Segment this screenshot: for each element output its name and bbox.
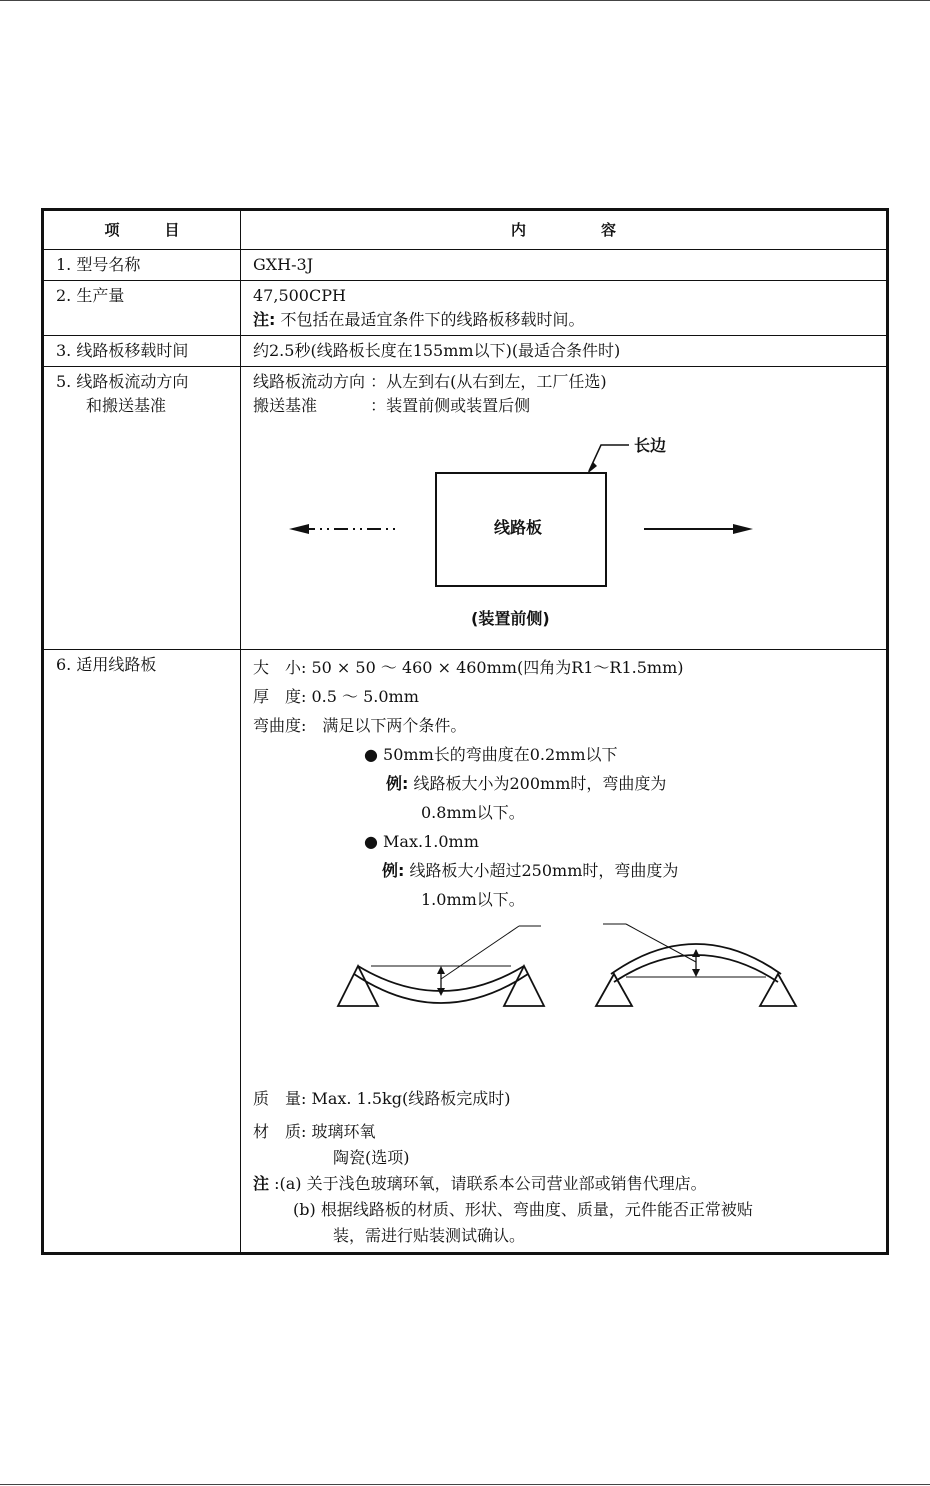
front-side-label: (装置前侧) bbox=[471, 609, 550, 628]
table-row bbox=[43, 367, 888, 650]
material: 材 质: 玻璃环氧 bbox=[253, 1122, 376, 1141]
item-content bbox=[241, 281, 888, 336]
item-label: 3. 线路板移载时间 bbox=[43, 336, 241, 367]
long-edge-label: 长边 bbox=[634, 436, 667, 455]
item-label-line2: 和搬送基准 bbox=[86, 396, 167, 415]
flow-diagram bbox=[253, 418, 874, 644]
table-row bbox=[43, 336, 888, 367]
example-label: 例: bbox=[386, 774, 409, 793]
note bbox=[253, 308, 874, 332]
flow-direction: 线路板流动方向 ：从左到右(从右到左，工厂任选) bbox=[253, 372, 607, 391]
throughput: 47,500CPH bbox=[253, 286, 346, 305]
warp-condition-2: ● Max.1.0mm bbox=[364, 832, 479, 851]
table-header bbox=[43, 210, 888, 250]
measure-arrowhead bbox=[437, 988, 445, 996]
right-arrowhead bbox=[733, 524, 753, 534]
support-triangle bbox=[760, 974, 796, 1006]
material-option: 陶瓷(选项) bbox=[333, 1148, 410, 1167]
example-2: 线路板大小超过250mm时，弯曲度为 bbox=[409, 861, 679, 880]
spec-table bbox=[41, 208, 889, 1255]
warp-condition-1: ● 50mm长的弯曲度在0.2mm以下 bbox=[364, 745, 618, 764]
example-1: 线路板大小为200mm时，弯曲度为 bbox=[413, 774, 667, 793]
item-label: 6. 适用线路板 bbox=[43, 650, 241, 1254]
example-2-cont: 1.0mm以下。 bbox=[421, 890, 525, 909]
measure-arrowhead bbox=[437, 966, 445, 974]
item-content: 约2.5秒(线路板长度在155mm以下)(最适合条件时) bbox=[241, 336, 888, 367]
table-row bbox=[43, 250, 888, 281]
item-label bbox=[43, 367, 241, 650]
item-label-line1: 5. 线路板流动方向 bbox=[56, 372, 189, 391]
item-label: 2. 生产量 bbox=[43, 281, 241, 336]
example-1-cont: 0.8mm以下。 bbox=[421, 803, 525, 822]
size: 大 小: 50 × 50 ～ 460 × 460mm(四角为R1～R1.5mm) bbox=[253, 658, 684, 677]
warp-leader bbox=[441, 926, 519, 979]
note-text: 不包括在最适宜条件下的线路板移载时间。 bbox=[280, 310, 585, 329]
board-label: 线路板 bbox=[494, 518, 543, 537]
table-row bbox=[43, 281, 888, 336]
warp: 弯曲度: 满足以下两个条件。 bbox=[253, 716, 467, 735]
thickness: 厚 度: 0.5 ～ 5.0mm bbox=[253, 687, 419, 706]
bottom-rule bbox=[0, 1484, 930, 1485]
warp-leader bbox=[626, 924, 696, 962]
transfer-reference: 搬送基准 ：装置前侧或装置后侧 bbox=[253, 396, 531, 415]
item-label: 1. 型号名称 bbox=[43, 250, 241, 281]
support-triangle bbox=[596, 974, 632, 1006]
note-b: (b) 根据线路板的材质、形状、弯曲度、质量，元件能否正常被贴 bbox=[293, 1200, 753, 1219]
support-triangle bbox=[504, 966, 544, 1006]
note-label: 注 bbox=[253, 1174, 270, 1193]
measure-arrowhead bbox=[692, 969, 700, 977]
header-content: 内 容 bbox=[241, 210, 888, 250]
warp-diagram bbox=[241, 914, 841, 1084]
example-label: 例: bbox=[382, 861, 405, 880]
note-b-cont: 装，需进行贴装测试确认。 bbox=[333, 1226, 526, 1245]
item-content bbox=[241, 367, 888, 650]
top-rule bbox=[0, 0, 930, 1]
note-label: 注: bbox=[253, 310, 276, 329]
header-item: 项 目 bbox=[43, 210, 241, 250]
support-triangle bbox=[338, 966, 378, 1006]
left-arrowhead bbox=[289, 524, 309, 534]
item-content: GXH-3J bbox=[241, 250, 888, 281]
weight: 质 量: Max. 1.5kg(线路板完成时) bbox=[253, 1089, 511, 1108]
table-row bbox=[43, 650, 888, 1254]
note-a: :(a) 关于浅色玻璃环氧，请联系本公司营业部或销售代理店。 bbox=[274, 1174, 707, 1193]
item-content bbox=[241, 650, 888, 1254]
measure-arrowhead bbox=[692, 949, 700, 957]
